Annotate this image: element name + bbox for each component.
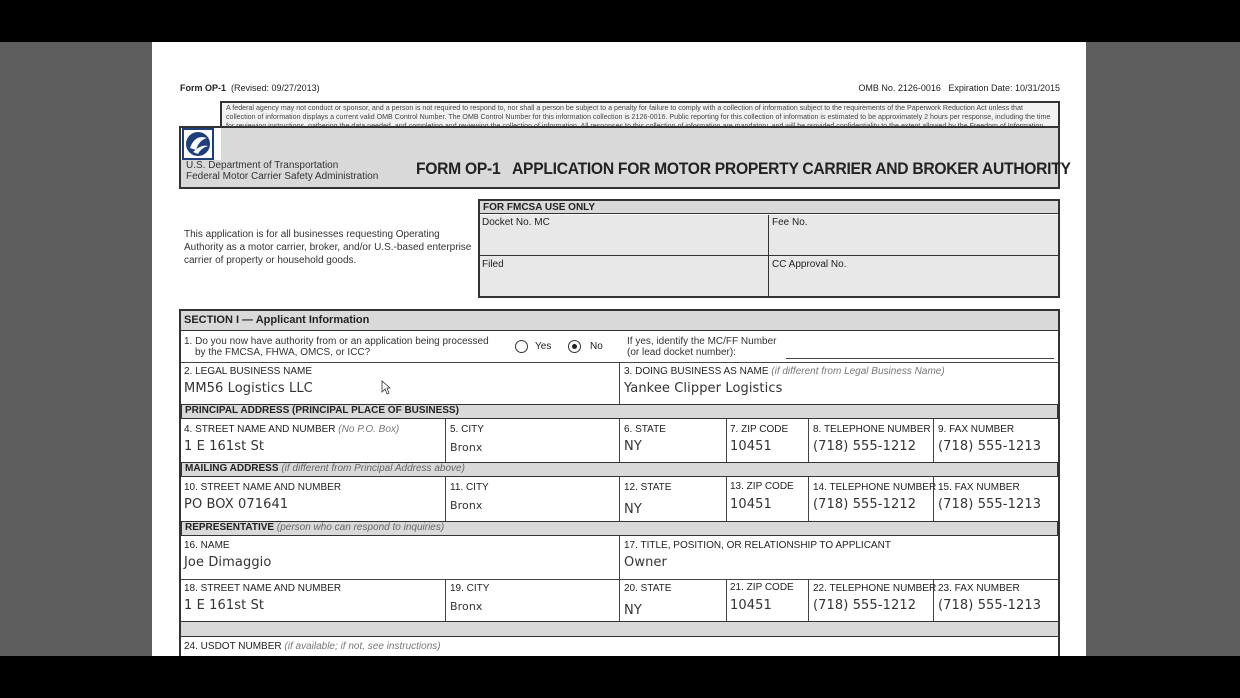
cc-approval-field bbox=[769, 256, 1058, 296]
dot-logo-icon bbox=[181, 128, 221, 160]
fmcsa-header: FOR FMCSA USE ONLY bbox=[480, 201, 1058, 214]
mailing-phone-value[interactable]: (718) 555-1212 bbox=[813, 497, 917, 512]
dot-logo-box bbox=[181, 128, 221, 160]
mailing-phone-label: 14. TELEPHONE NUMBER bbox=[813, 482, 937, 493]
intro-text: This application is for all businesses requesting Operating Authority as a motor carrier, broker, and/or U.S.-based enterprise carrier of property or household goods. bbox=[184, 229, 472, 266]
rep-state-label: 20. STATE bbox=[624, 583, 672, 594]
principal-street-hint: (No P.O. Box) bbox=[338, 424, 400, 435]
mailing-street-label: 10. STREET NAME AND NUMBER bbox=[184, 482, 342, 493]
mailing-address-header bbox=[181, 462, 1058, 477]
divider bbox=[445, 579, 446, 621]
divider bbox=[619, 362, 620, 404]
docket-field bbox=[480, 215, 769, 256]
principal-street-label-wrap bbox=[184, 424, 399, 435]
paperwork-notice: A federal agency may not conduct or sponsor, and a person is not required to respond to, nor shall a person be subject to a penalty for failure to comply with a collection of information subject to the requirements of the Paperwork Reduction Act unless that collection of information displays a current valid OMB Control Number. The OMB Control Number for this information collection is 2126-0016. Public reporting for this collection of information is estimated to be approximately 2 hours per response, including the time bbox=[220, 101, 1060, 157]
divider bbox=[726, 477, 727, 521]
form-title: FORM OP-1 APPLICATION FOR MOTOR PROPERTY CARRIER AND BROKER AUTHORITY bbox=[416, 159, 1071, 178]
mailing-state-value[interactable]: NY bbox=[624, 502, 642, 517]
radio-no-label: No bbox=[590, 341, 603, 352]
divider bbox=[808, 419, 809, 462]
rep-street-value[interactable]: 1 E 161st St bbox=[184, 598, 265, 613]
rep-name-label: 16. NAME bbox=[184, 540, 230, 551]
rep-fax-label: 23. FAX NUMBER bbox=[938, 583, 1020, 594]
principal-phone-label: 8. TELEPHONE NUMBER bbox=[813, 424, 931, 435]
agency-line2: Federal Motor Carrier Safety Administration bbox=[186, 171, 379, 182]
divider bbox=[808, 477, 809, 521]
principal-city-label: 5. CITY bbox=[450, 424, 484, 435]
divider bbox=[933, 419, 934, 462]
rep-zip-label: 21. ZIP CODE bbox=[730, 582, 794, 593]
section1-header: SECTION I — Applicant Information bbox=[181, 311, 1058, 331]
principal-street-value[interactable]: 1 E 161st St bbox=[184, 439, 265, 454]
radio-yes[interactable] bbox=[515, 340, 528, 353]
ifyes-line2: (or lead docket number): bbox=[627, 347, 736, 358]
rep-phone-value[interactable]: (718) 555-1212 bbox=[813, 598, 917, 613]
principal-fax-label: 9. FAX NUMBER bbox=[938, 424, 1015, 435]
divider bbox=[445, 477, 446, 521]
mailing-state-label: 12. STATE bbox=[624, 482, 672, 493]
agency-line1: U.S. Department of Transportation bbox=[186, 160, 339, 171]
form-id: Form OP-1 bbox=[180, 83, 227, 93]
form-page bbox=[152, 42, 1086, 656]
mailing-header-text: MAILING ADDRESS bbox=[185, 463, 279, 474]
representative-header bbox=[181, 521, 1058, 536]
dba-label: 3. DOING BUSINESS AS NAME bbox=[624, 366, 769, 377]
q1-line1: 1. Do you now have authority from or an application being processed bbox=[184, 336, 489, 347]
divider bbox=[726, 579, 727, 621]
mailing-fax-value[interactable]: (718) 555-1213 bbox=[938, 497, 1042, 512]
filed-label: Filed bbox=[482, 259, 504, 270]
document-viewer[interactable] bbox=[0, 42, 1240, 656]
mailing-header-hint: (if different from Principal Address above) bbox=[281, 463, 465, 474]
usdot-hint: (if available; if not, see instructions) bbox=[284, 641, 441, 652]
legal-name-label: 2. LEGAL BUSINESS NAME bbox=[184, 366, 313, 377]
rep-name-value[interactable]: Joe Dimaggio bbox=[184, 555, 272, 570]
divider bbox=[808, 579, 809, 621]
fee-label: Fee No. bbox=[772, 217, 808, 228]
fee-field bbox=[769, 215, 1058, 256]
rep-city-value[interactable]: Bronx bbox=[450, 600, 483, 613]
principal-city-value[interactable]: Bronx bbox=[450, 441, 483, 454]
mailing-fax-label: 15. FAX NUMBER bbox=[938, 482, 1020, 493]
rep-fax-value[interactable]: (718) 555-1213 bbox=[938, 598, 1042, 613]
dba-label-wrap bbox=[624, 366, 945, 377]
mailing-zip-value[interactable]: 10451 bbox=[730, 497, 772, 512]
omb-number: OMB No. 2126-0016 bbox=[858, 83, 941, 93]
representative-header-text: REPRESENTATIVE bbox=[185, 522, 275, 533]
usdot-label: 24. USDOT NUMBER bbox=[184, 641, 282, 652]
principal-zip-value[interactable]: 10451 bbox=[730, 439, 772, 454]
rep-street-label: 18. STREET NAME AND NUMBER bbox=[184, 583, 342, 594]
principal-street-label: 4. STREET NAME AND NUMBER bbox=[184, 424, 336, 435]
principal-state-value[interactable]: NY bbox=[624, 439, 642, 454]
rep-phone-label: 22. TELEPHONE NUMBER bbox=[813, 583, 937, 594]
form-id-line bbox=[180, 83, 320, 93]
cc-approval-label: CC Approval No. bbox=[772, 259, 847, 270]
dba-value[interactable]: Yankee Clipper Logistics bbox=[624, 381, 783, 396]
mouse-cursor-icon bbox=[381, 380, 391, 395]
rep-city-label: 19. CITY bbox=[450, 583, 490, 594]
radio-no[interactable] bbox=[568, 340, 581, 353]
expiration-date: Expiration Date: 10/31/2015 bbox=[948, 83, 1060, 93]
ifyes-line1: If yes, identify the MC/FF Number bbox=[627, 336, 777, 347]
mailing-city-label: 11. CITY bbox=[450, 482, 489, 493]
rep-title-label: 17. TITLE, POSITION, OR RELATIONSHIP TO APPLICANT bbox=[624, 540, 891, 551]
mailing-street-value[interactable]: PO BOX 071641 bbox=[184, 497, 289, 512]
dba-hint: (if different from Legal Business Name) bbox=[771, 366, 945, 377]
principal-phone-value[interactable]: (718) 555-1212 bbox=[813, 439, 917, 454]
divider bbox=[619, 477, 620, 521]
divider bbox=[445, 419, 446, 462]
radio-yes-label: Yes bbox=[535, 341, 552, 352]
principal-state-label: 6. STATE bbox=[624, 424, 666, 435]
mailing-zip-label: 13. ZIP CODE bbox=[730, 481, 794, 492]
rep-title-value[interactable]: Owner bbox=[624, 555, 667, 570]
rep-state-value[interactable]: NY bbox=[624, 603, 642, 618]
divider bbox=[619, 419, 620, 462]
usdot-label-wrap bbox=[184, 641, 441, 652]
divider bbox=[726, 419, 727, 462]
mailing-city-value[interactable]: Bronx bbox=[450, 499, 483, 512]
ifyes-text bbox=[627, 336, 777, 358]
q1-text bbox=[184, 336, 489, 358]
q1-line2: by the FMCSA, FHWA, OMCS, or ICC? bbox=[195, 347, 371, 358]
rep-zip-value[interactable]: 10451 bbox=[730, 598, 772, 613]
principal-zip-label: 7. ZIP CODE bbox=[730, 424, 789, 435]
agency-name bbox=[186, 160, 378, 182]
docket-label: Docket No. MC bbox=[482, 217, 550, 228]
representative-header-hint: (person who can respond to inquiries) bbox=[276, 522, 445, 533]
divider bbox=[619, 536, 620, 579]
omb-line bbox=[858, 83, 1060, 93]
mc-number-field[interactable] bbox=[786, 358, 1054, 359]
revised-date: (Revised: 09/27/2013) bbox=[231, 83, 320, 93]
principal-fax-value[interactable]: (718) 555-1213 bbox=[938, 439, 1042, 454]
filed-field bbox=[480, 256, 769, 296]
separator-band bbox=[181, 621, 1058, 637]
divider bbox=[619, 579, 620, 621]
legal-name-value[interactable]: MM56 Logistics LLC bbox=[184, 381, 313, 396]
principal-address-header: PRINCIPAL ADDRESS (PRINCIPAL PLACE OF BUSINESS) bbox=[181, 404, 1058, 419]
fmcsa-use-box bbox=[478, 199, 1060, 298]
